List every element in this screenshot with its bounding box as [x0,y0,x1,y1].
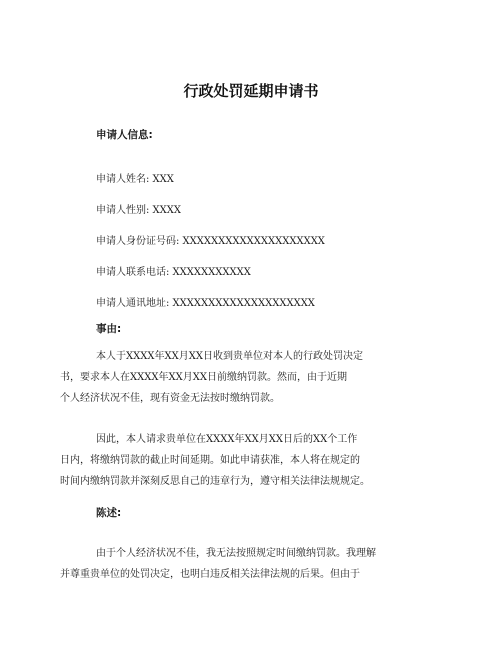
applicant-gender-field: 申请人性别: XXXX [96,205,182,216]
reason-paragraph-1-line-1: 本人于XXXX年XX月XX日收到贵单位对本人的行政处罚决定 [96,351,363,362]
applicant-address-field: 申请人通讯地址: XXXXXXXXXXXXXXXXXXXX [96,298,315,309]
document-title: 行政处罚延期申请书 [183,82,319,100]
reason-paragraph-1-line-3: 个人经济状况不佳，现有资金无法按时缴纳罚款。 [60,393,280,404]
statement-paragraph-line-1: 由于个人经济状况不佳，我无法按照规定时间缴纳罚款。我理解 [96,548,376,559]
reason-paragraph-1-line-2: 书，要求本人在XXXX年XX月XX日前缴纳罚款。然而，由于近期 [60,372,347,383]
reason-paragraph-2-line-1: 因此，本人请求贵单位在XXXX年XX月XX日后的XX个工作 [96,434,358,445]
reason-paragraph-2-line-3: 时间内缴纳罚款并深刻反思自己的违章行为，遵守相关法律法规规定。 [60,476,370,487]
statement-paragraph-line-2: 并尊重贵单位的处罚决定，也明白违反相关法律法规的后果。但由于 [60,569,360,580]
applicant-name-field: 申请人姓名: XXX [96,174,174,185]
reason-paragraph-2-line-2: 日内，将缴纳罚款的截止时间延期。如此申请获准，本人将在规定的 [60,455,360,466]
applicant-info-heading: 申请人信息: [96,129,153,141]
applicant-phone-field: 申请人联系电话: XXXXXXXXXXX [96,267,251,278]
reason-heading: 事由: [96,323,122,335]
statement-heading: 陈述: [96,507,122,519]
applicant-id-number-field: 申请人身份证号码: XXXXXXXXXXXXXXXXXXXX [96,236,325,247]
